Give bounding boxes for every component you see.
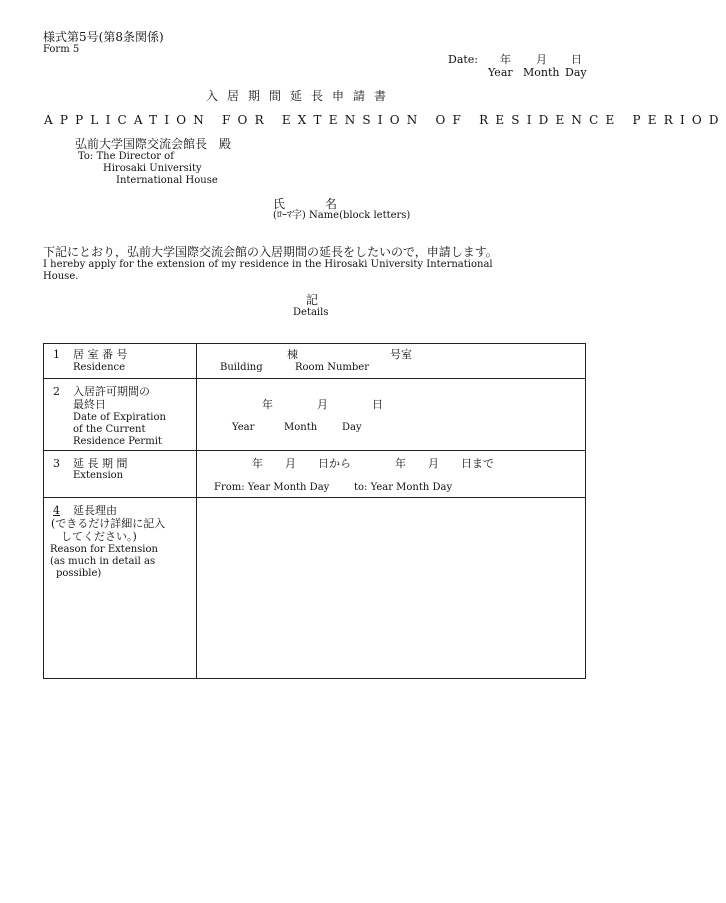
expiration-input-cell[interactable]: [197, 379, 586, 451]
row-residence-label-cell: [44, 344, 197, 379]
residence-label-en: Residence: [73, 362, 126, 373]
row-reason-label-cell: [44, 498, 197, 679]
expiration-label-en-3: Residence Permit: [73, 436, 162, 447]
expiration-label-en-1: Date of Expiration: [73, 412, 166, 423]
reason-label-en-1: Reason for Extension: [50, 544, 158, 555]
expiration-label-jp-1: 入居許可期間の: [73, 385, 150, 398]
addressee-jp: 弘前大学国際交流会館長 殿: [75, 137, 232, 151]
title-jp: 入居期間延長申請書: [206, 89, 396, 103]
extension-from-en: From: Year Month Day: [214, 482, 330, 493]
expiration-day-en: Day: [342, 422, 362, 433]
building-jp: 棟: [287, 348, 298, 361]
date-label: Date:: [448, 53, 479, 66]
row-number: 4: [53, 504, 60, 517]
date-day-en: Day: [565, 66, 587, 79]
reason-label-jp-3: してください。): [61, 530, 137, 543]
reason-label-en-3: possible): [56, 568, 102, 579]
form-number-jp: 様式第5号(第8条関係): [43, 30, 164, 44]
extension-label-jp: 延 長 期 間: [73, 457, 128, 470]
extension-input-cell[interactable]: [197, 451, 586, 498]
row-expiration-label-cell: [44, 379, 197, 451]
form-number-en: Form 5: [43, 44, 80, 55]
extension-label-en: Extension: [73, 470, 124, 481]
reason-label-jp-1: 延長理由: [73, 504, 117, 517]
expiration-month-jp: 月: [317, 398, 328, 411]
building-en: Building: [220, 362, 263, 373]
expiration-day-jp: 日: [372, 398, 383, 411]
row-residence: [44, 344, 586, 379]
row-reason: [44, 498, 586, 679]
statement-en-1: I hereby apply for the extension of my residence in the Hirosaki University International: [43, 259, 493, 270]
name-label-jp-1: 氏: [273, 197, 286, 211]
row-number: 2: [53, 385, 60, 398]
expiration-label-en-2: of the Current: [73, 424, 146, 435]
row-number: 1: [53, 348, 60, 361]
date-day-jp: 日: [571, 53, 582, 66]
statement-jp: 下記にとおり，弘前大学国際交流会館の入居期間の延長をしたいので，申請します。: [43, 245, 498, 259]
name-label-note: (ﾛｰﾏ字) Name(block letters): [273, 210, 411, 221]
row-extension-label-cell: [44, 451, 197, 498]
room-en: Room Number: [295, 362, 370, 373]
title-en: APPLICATION FOR EXTENSION OF RESIDENCE PERIOD: [44, 113, 726, 127]
details-heading-en: Details: [293, 307, 329, 318]
extension-period-jp: 年 月 日から 年 月 日まで: [252, 457, 494, 470]
expiration-year-jp: 年: [262, 398, 273, 411]
addressee-line-2: Hirosaki University: [103, 163, 202, 174]
date-year-en: Year: [488, 66, 513, 79]
row-extension: [44, 451, 586, 498]
date-month-en: Month: [523, 66, 560, 79]
statement-en-2: House.: [43, 271, 79, 282]
residence-label-jp: 居 室 番 号: [73, 348, 128, 361]
addressee-line-1: To: The Director of: [78, 151, 174, 162]
details-heading-jp: 記: [306, 293, 319, 307]
row-expiration: [44, 379, 586, 451]
room-jp: 号室: [390, 348, 412, 361]
expiration-label-jp-2: 最終日: [73, 398, 106, 411]
extension-to-en: to: Year Month Day: [354, 482, 453, 493]
row-number: 3: [53, 457, 60, 470]
expiration-year-en: Year: [232, 422, 255, 433]
expiration-month-en: Month: [284, 422, 318, 433]
addressee-line-3: International House: [116, 175, 218, 186]
details-table: [43, 343, 586, 679]
name-label-jp-2: 名: [325, 197, 338, 211]
date-month-jp: 月: [536, 53, 547, 66]
residence-input-cell[interactable]: [197, 344, 586, 379]
date-year-jp: 年: [500, 53, 511, 66]
reason-label-en-2: (as much in detail as: [50, 556, 156, 567]
reason-input-cell[interactable]: [197, 498, 586, 679]
reason-label-jp-2: (できるだけ詳細に記入: [51, 517, 166, 530]
